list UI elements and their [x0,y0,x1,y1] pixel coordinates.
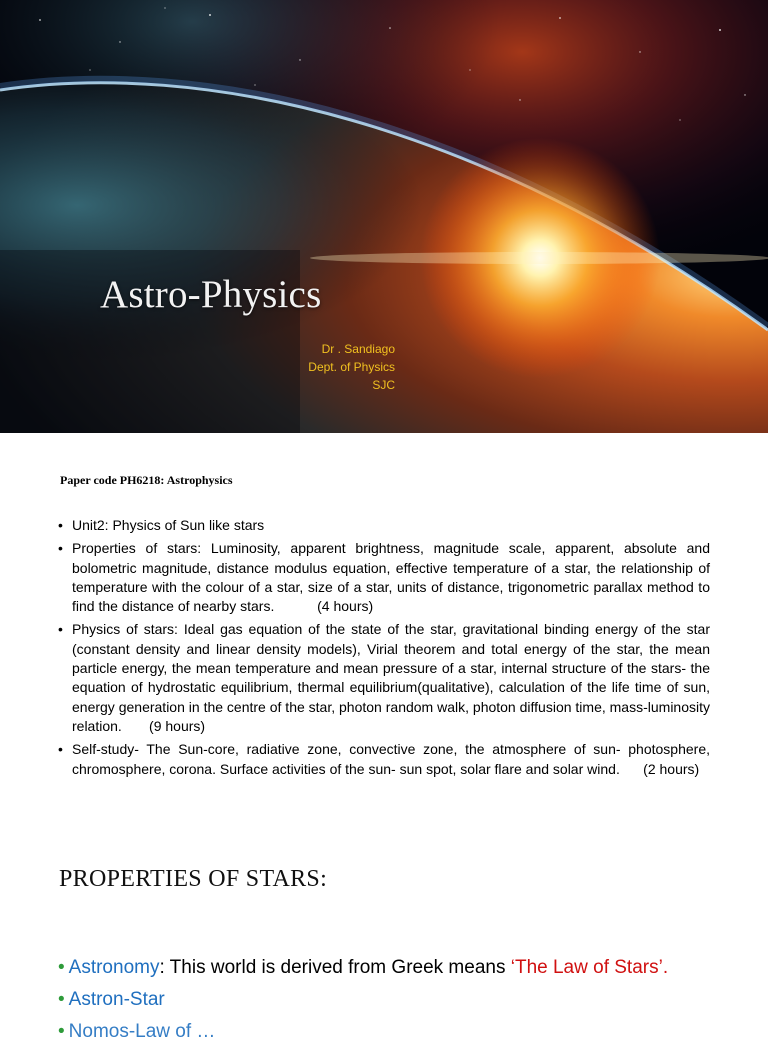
bullet-icon: • [58,517,63,533]
bullet-icon: • [58,621,63,638]
slide-title: Astro-Physics [100,273,322,316]
bullet-icon: • [58,741,63,758]
syllabus-slide [0,440,768,860]
syllabus-item-text: Physics of stars: Ideal gas equation of the state of the star, gravitational binding energy of the star (constant density and linear density models), Virial theorem and total energy of the star, the mean particle energy, the mean temperature and mean pressure of a star, internal structure of the stars- the equation of hydrostatic equilibrium, thermal equilibrium(qualitative), calculation of the life time of sun, energy generation in the centre of the star, photon random walk, photon diffusion time, mass-luminosity relation. [72,621,710,734]
properties-list [58,952,668,1048]
property-item [58,1016,668,1048]
property-item [58,984,668,1016]
term-astron: Astron-Star [68,989,165,1010]
bullet-icon: • [58,1021,65,1042]
properties-slide [0,866,768,1042]
syllabus-item [58,620,710,736]
syllabus-item [58,740,710,779]
syllabus-item-hours: (9 hours) [121,717,206,734]
syllabus-list [58,516,710,783]
term-nomos: Nomos-Law of … [68,1021,216,1042]
syllabus-item-hours: (4 hours) [274,598,374,615]
paper-code: Paper code PH6218: Astrophysics [60,473,233,487]
syllabus-item-text: Self-study- The Sun-core, radiative zone, convective zone, the atmosphere of sun- photosphere, chromosphere, corona. Surface activities of the sun- sun spot, solar flare and solar wind. [72,741,710,777]
author-name: Dr . Sandiago [321,342,395,356]
author-department: Dept. of Physics [308,360,395,374]
title-slide [0,0,768,433]
term-quote: ‘The Law of Stars’. [510,957,669,978]
bullet-icon: • [58,957,65,978]
bullet-icon: • [58,540,63,557]
term-description: : This world is derived from Greek means [159,957,511,978]
author-byline [308,340,395,394]
syllabus-item-text: Properties of stars: Luminosity, apparent brightness, magnitude scale, apparent, absolute and bolometric magnitude, distance modulus equation, effective temperature of a star, the relationship of temperature with the colour of a star, size of a star, units of distance, trigonometric parallax method to find the distance of nearby stars. [72,540,710,615]
term-astronomy: Astronomy [68,957,160,978]
bullet-icon: • [58,989,65,1010]
section-heading: PROPERTIES OF STARS: [59,866,328,892]
author-institution: SJC [372,378,395,392]
syllabus-item-text: Unit2: Physics of Sun like stars [72,517,265,533]
syllabus-item [58,516,710,535]
syllabus-item-hours: (2 hours) [619,760,700,777]
property-item [58,952,668,984]
syllabus-item [58,539,710,616]
